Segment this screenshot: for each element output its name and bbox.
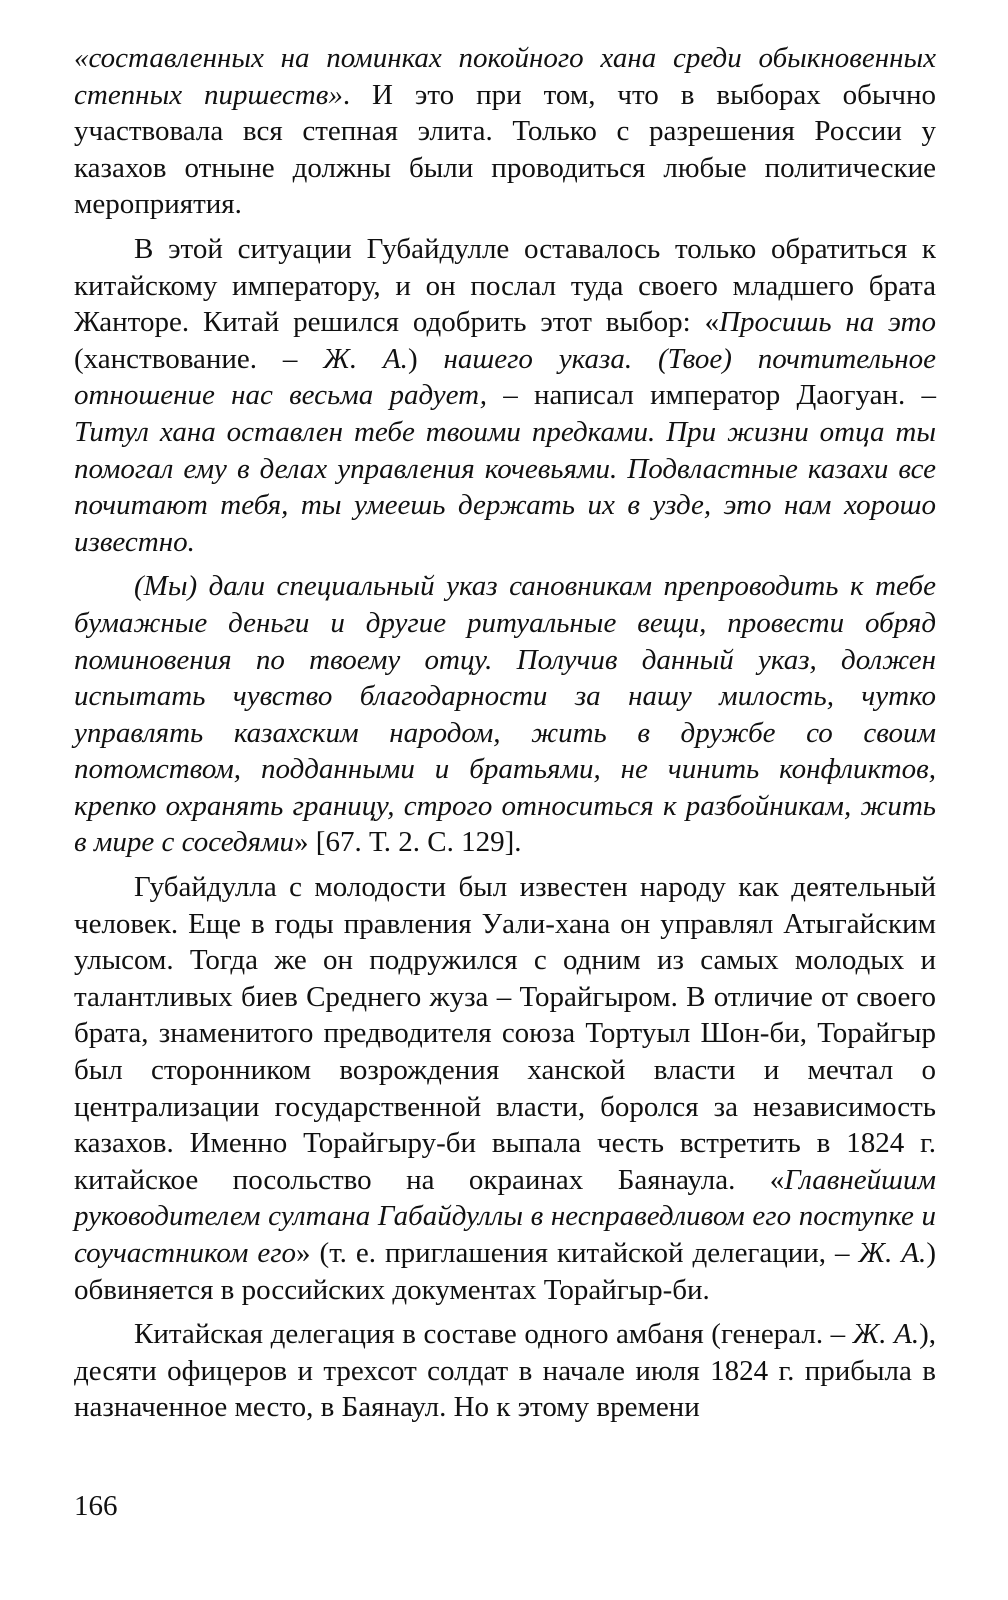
- text-paragraph: [74, 869, 936, 1308]
- italic-text-run: Просишь на это: [719, 306, 936, 339]
- italic-text-run: (Мы) дали специальный указ сановникам препроводить к тебе бумажные деньги и другие ритуальные вещи, провести обряд поминовения по твоему отцу. Получив данный указ, должен испытать чувство благодарности за нашу милость, чутко управлять казахским народом, жить в дружбе со своим потомством, подданными и братьями, не чинить конфликтов, крепко охранять границу, строго относиться к разбойникам, жить в мире с соседями: [74, 570, 936, 859]
- text-paragraph: [74, 1316, 936, 1426]
- page-body: [74, 40, 936, 1426]
- italic-text-run: «составленных на поминках покойного хана среди обыкновенных степных пиршеств»: [74, 42, 936, 111]
- text-run: (ханствование. –: [74, 342, 324, 375]
- text-paragraph: [74, 231, 936, 560]
- text-run: В этой ситуации Губайдулле оставалось только обратиться к китайскому императору, и он послал туда своего младшего брата Жанторе. Китай решился одобрить этот выбор: «: [74, 232, 936, 339]
- page-number: 166: [74, 1490, 118, 1522]
- italic-text-run: нашего указа. (Твое) почтительное отношение нас весьма радует,: [74, 342, 936, 412]
- text-run: Китайская делегация в составе одного амбаня (генерал. –: [134, 1318, 853, 1351]
- italic-text-run: Ж. А.: [323, 342, 408, 375]
- text-run: ) обвиняется в российских документах Торайгыр-би.: [74, 1237, 936, 1306]
- italic-text-run: Главнейшим руководителем султана Габайдуллы в несправедливом его поступке и соучастником его: [74, 1163, 936, 1269]
- text-paragraph: [74, 40, 936, 223]
- italic-text-run: Ж. А.: [858, 1237, 927, 1269]
- text-run: ), десяти офицеров и трехсот солдат в начале июля 1824 г. прибыла в назначенное место, в Баянаул. Но к этому времени: [74, 1318, 937, 1424]
- text-run: ): [407, 342, 444, 375]
- italic-text-run: Ж. А.: [852, 1318, 920, 1351]
- text-run: . И это при том, что в выборах обычно участвовала вся степная элита. Только с разрешения России у казахов отныне должны были проводиться любые политические мероприятия.: [74, 78, 936, 221]
- text-paragraph: [74, 568, 936, 861]
- italic-text-run: Титул хана оставлен тебе твоими предками. При жизни отца ты помогал ему в делах управления кочевьями. Подвластные казахи все почитают тебя, ты умеешь держать их в узде, это нам хорошо известно.: [74, 415, 936, 558]
- text-run: » [67. Т. 2. С. 129].: [294, 826, 522, 859]
- text-run: – написал император Даогуан. –: [487, 379, 937, 412]
- text-run: Губайдулла с молодости был известен народу как деятельный человек. Еще в годы правления Уали-хана он управлял Атыгайским улысом. Тогда же он подружился с одним из самых молодых и талантливых биев Среднего жуза – Торайгыром. В отличие от своего брата, знаменитого предводителя союза Тортуыл Шон-би, Торайгыр был сторонником возрождения ханской власти и мечтал о централизации государственной власти, боролся за независимость казахов. Именно Торайгыру-би выпала честь встретить в 1824 г. китайское посольство на окраинах Баянаула. «: [74, 871, 936, 1196]
- text-run: » (т. е. приглашения китайской делегации, –: [296, 1237, 859, 1269]
